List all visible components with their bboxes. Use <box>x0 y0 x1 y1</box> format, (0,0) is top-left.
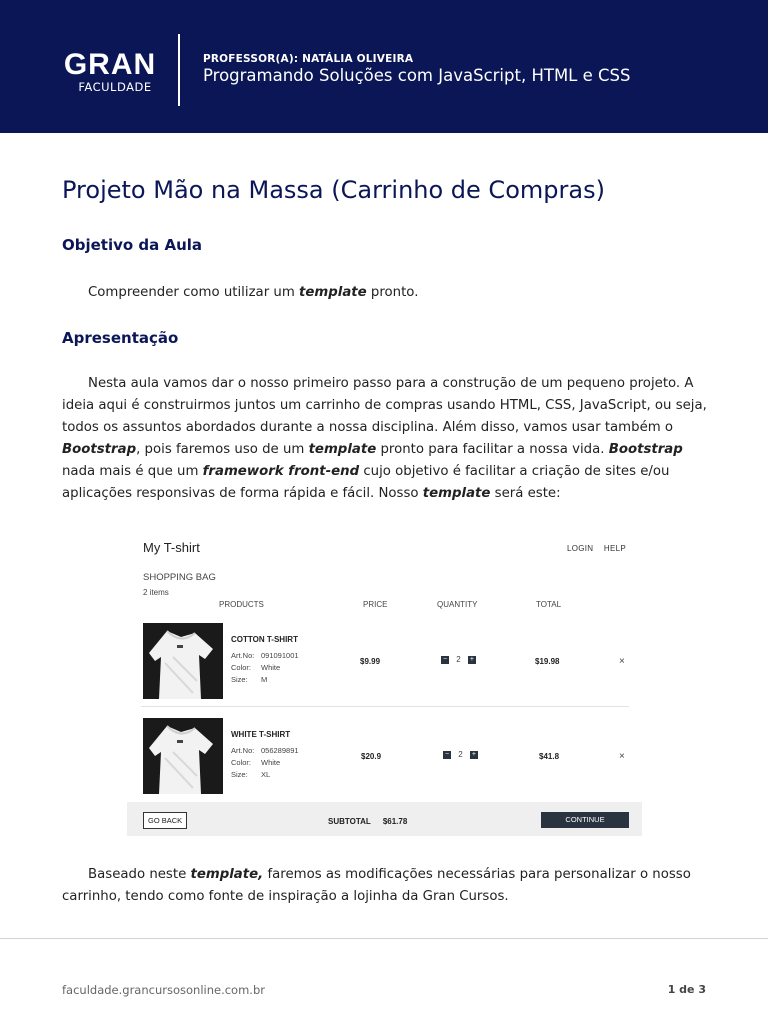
size-value: M <box>261 675 268 684</box>
product-art <box>231 746 299 755</box>
header-divider <box>178 34 180 106</box>
subtotal-value: $61.78 <box>382 817 408 826</box>
professor-name: PROFESSOR(A): NATÁLIA OLIVEIRA <box>203 53 414 65</box>
remove-item-icon[interactable]: × <box>619 751 625 762</box>
cart-footer-bar <box>127 802 642 836</box>
tshirt-image <box>143 718 223 794</box>
go-back-button[interactable]: GO BACK <box>143 812 187 829</box>
text-run: pronto para facilitar a nossa vida. <box>376 442 609 457</box>
text-run: Baseado neste <box>88 867 191 882</box>
text-run: faremos as modificações necessárias para personalizar o nosso carrinho, tendo como fonte de inspiração a lojinha da Gran Cursos. <box>62 867 691 904</box>
color-value: White <box>261 663 281 672</box>
art-label: Art.No: <box>231 746 255 755</box>
decrease-quantity-button[interactable]: − <box>442 655 448 663</box>
text-run-emphasis: Bootstrap <box>62 442 137 457</box>
quantity-value: 2 <box>458 750 463 759</box>
tshirt-image <box>143 623 223 699</box>
product-name: WHITE T-SHIRT <box>231 730 291 739</box>
art-value: 091091001 <box>261 651 299 660</box>
product-size <box>231 770 271 779</box>
text-run-emphasis: template <box>308 442 377 457</box>
product-total: $19.98 <box>535 657 560 666</box>
art-label: Art.No: <box>231 651 255 660</box>
items-count: 2 items <box>143 588 169 597</box>
shop-title: My T-shirt <box>143 540 200 555</box>
quantity-stepper <box>441 655 476 664</box>
quantity-stepper <box>443 750 478 759</box>
text-run-emphasis: template <box>299 285 367 300</box>
login-link[interactable]: LOGIN <box>566 544 594 553</box>
column-header-quantity: QUANTITY <box>437 600 478 609</box>
text-run: pronto. <box>366 285 419 300</box>
text-run-emphasis: template <box>422 486 491 501</box>
product-art <box>231 651 299 660</box>
cart-item-row <box>141 623 631 701</box>
text-run: Nesta aula vamos dar o nosso primeiro passo para a construção de um pequeno projeto. A ideia aqui é construirmos juntos um carrinho de compras usando HTML, CSS, JavaScript, ou seja, todos os assuntos abordados durante a nossa disciplina. Além disso, vamos usar também o <box>62 376 707 435</box>
product-price: $9.99 <box>360 657 381 666</box>
page-header <box>0 0 768 133</box>
cart-template-screenshot <box>127 530 642 836</box>
text-run-emphasis: Bootstrap <box>608 442 683 457</box>
product-name: COTTON T-SHIRT <box>231 635 298 644</box>
footer-url: faculdade.grancursosonline.com.br <box>62 983 265 997</box>
product-color <box>231 663 281 672</box>
text-run: , pois faremos uso de um <box>136 442 309 457</box>
product-price: $20.9 <box>361 752 382 761</box>
color-value: White <box>261 758 281 767</box>
continue-button[interactable]: CONTINUE <box>541 812 629 828</box>
product-size <box>231 675 268 684</box>
text-run: será este: <box>490 486 561 501</box>
page-title: Projeto Mão na Massa (Carrinho de Compras) <box>62 176 605 204</box>
text-run: nada mais é que um <box>62 464 203 479</box>
quantity-value: 2 <box>456 655 461 664</box>
section-heading-apresentacao: Apresentação <box>62 329 179 347</box>
logo-main-text: GRAN <box>63 48 157 81</box>
remove-item-icon[interactable]: × <box>619 656 625 667</box>
decrease-quantity-button[interactable]: − <box>444 750 450 758</box>
shopping-bag-heading: SHOPPING BAG <box>143 572 216 583</box>
page-number: 1 de 3 <box>667 983 706 996</box>
art-value: 056289891 <box>261 746 299 755</box>
objetivo-paragraph <box>62 282 708 304</box>
subtotal <box>328 817 407 826</box>
apresentacao-paragraph <box>62 373 708 505</box>
product-total: $41.8 <box>539 752 560 761</box>
subtotal-label: SUBTOTAL <box>328 817 371 826</box>
increase-quantity-button[interactable]: + <box>471 750 476 758</box>
color-label: Color: <box>231 758 252 767</box>
row-divider <box>141 706 629 707</box>
size-label: Size: <box>231 770 248 779</box>
size-label: Size: <box>231 675 248 684</box>
column-header-products: PRODUCTS <box>219 600 264 609</box>
text-run-emphasis: framework front-end <box>202 464 360 479</box>
gran-logo <box>60 50 160 94</box>
product-color <box>231 758 281 767</box>
course-title: Programando Soluções com JavaScript, HTML e CSS <box>203 66 631 85</box>
increase-quantity-button[interactable]: + <box>469 655 474 663</box>
color-label: Color: <box>231 663 252 672</box>
cart-item-row <box>141 718 631 796</box>
text-run: Compreender como utilizar um <box>88 285 300 300</box>
column-header-price: PRICE <box>363 600 388 609</box>
column-header-total: TOTAL <box>536 600 562 609</box>
logo-sub-text: FACULDADE <box>78 80 152 94</box>
help-link[interactable]: HELP <box>603 544 626 553</box>
size-value: XL <box>261 770 271 779</box>
shop-header-links <box>559 544 626 553</box>
section-heading-objetivo: Objetivo da Aula <box>62 236 203 254</box>
footer-divider <box>0 938 768 939</box>
text-run-emphasis: template, <box>190 867 264 882</box>
closing-paragraph <box>62 864 708 908</box>
text-run: cujo objetivo é facilitar a criação de sites e/ou aplicações responsivas de forma rápida e fácil. Nosso <box>62 464 670 501</box>
